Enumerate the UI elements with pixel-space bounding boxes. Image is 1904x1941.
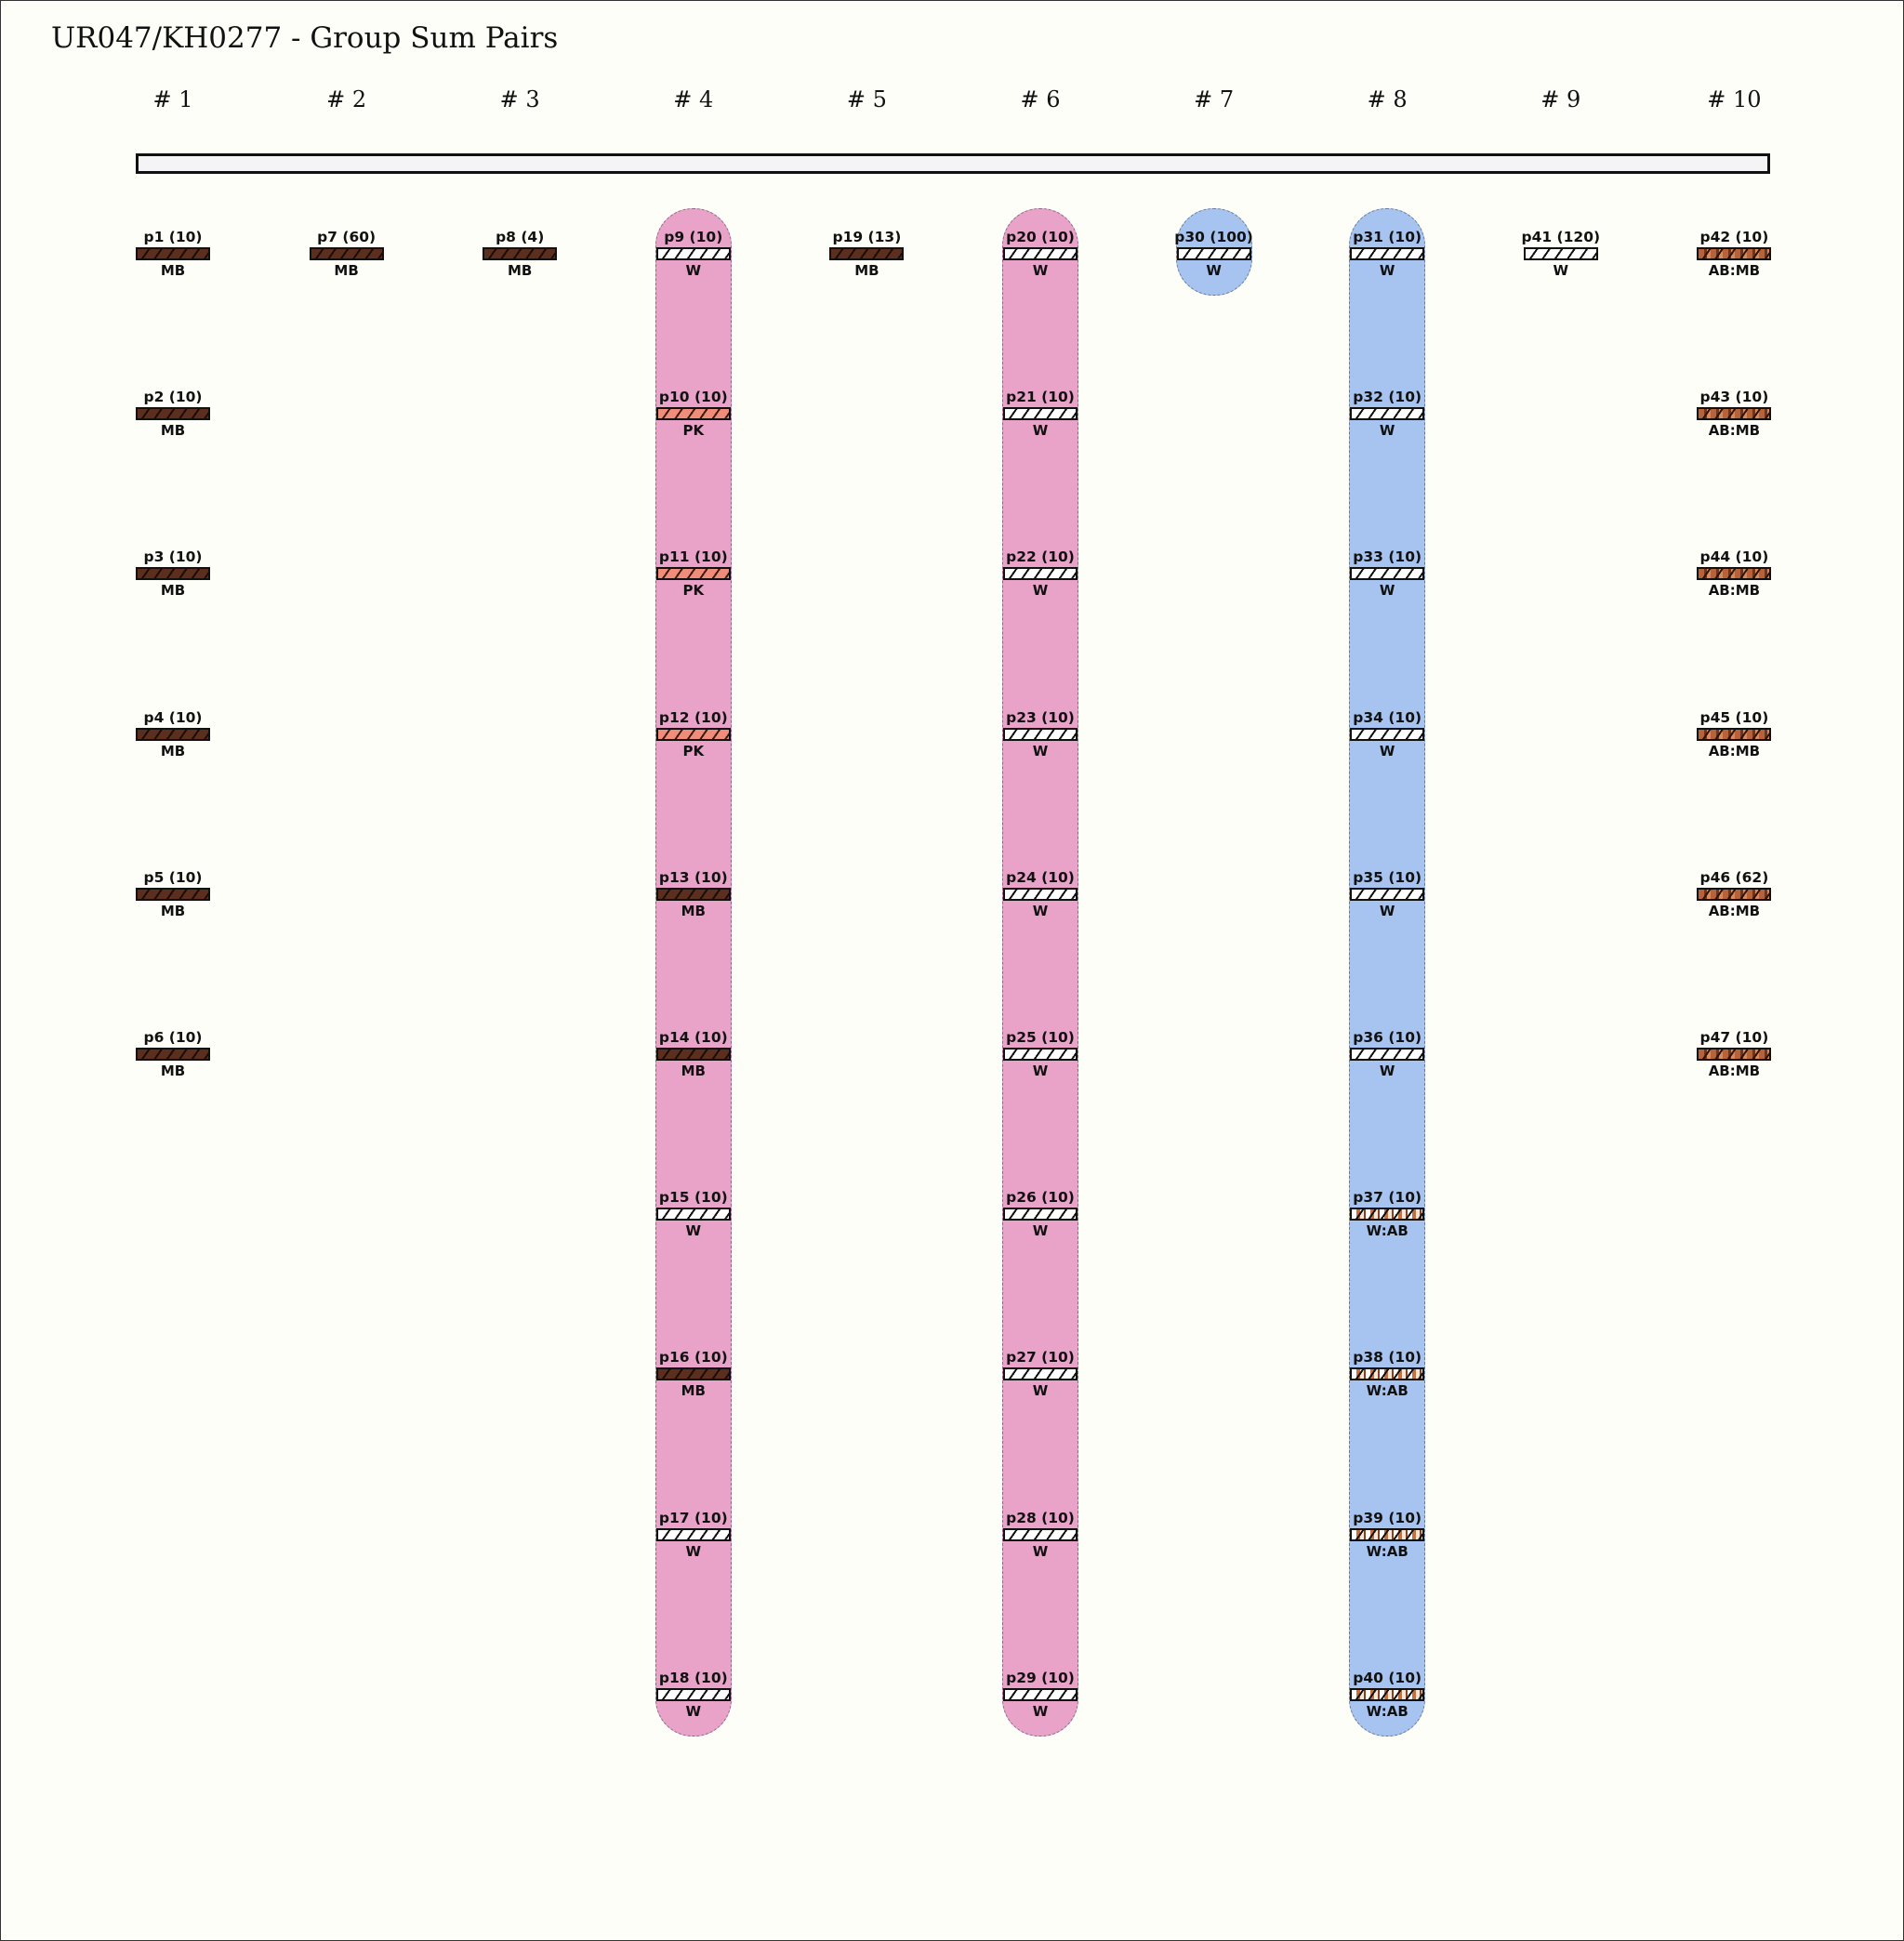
piece-label: p37 (10) [1353,1189,1422,1207]
piece-swatch [1003,247,1078,260]
piece-label: p11 (10) [658,548,728,566]
piece-code: MB [160,262,186,279]
piece-code: MB [681,1382,706,1400]
piece-label: p35 (10) [1353,868,1422,886]
piece-label: p47 (10) [1699,1029,1769,1046]
piece-code: PK [682,742,705,759]
piece-code: MB [160,902,186,919]
piece-label: p10 (10) [658,389,728,406]
piece-label: p25 (10) [1006,1029,1075,1046]
piece-swatch [1350,567,1424,580]
piece-label: p40 (10) [1353,1669,1422,1686]
column-header: # 3 [499,86,540,112]
piece-label: p26 (10) [1006,1189,1075,1207]
piece-label: p32 (10) [1353,389,1422,406]
piece-label: p36 (10) [1353,1029,1422,1046]
piece-label: p2 (10) [143,389,203,406]
piece-label: p8 (4) [496,229,545,245]
piece-code: MB [160,742,186,759]
piece-label: p16 (10) [658,1349,728,1367]
piece-label: p23 (10) [1006,708,1075,726]
piece-swatch [656,247,731,260]
piece-label: p6 (10) [143,1029,203,1046]
piece-swatch [1003,1208,1078,1221]
piece-label: p45 (10) [1699,708,1769,726]
piece-swatch [656,1367,731,1380]
piece-label: p42 (10) [1699,229,1769,245]
piece-swatch [656,1208,731,1221]
piece-swatch [656,1528,731,1541]
piece-code: MB [160,1063,186,1079]
piece-swatch [136,1048,210,1061]
piece-swatch [1350,1208,1424,1221]
piece-label: p5 (10) [143,868,203,886]
piece-label: p18 (10) [658,1669,728,1686]
piece-code: PK [682,582,705,600]
piece-code: W [1379,582,1395,600]
column-header: # 1 [152,86,193,112]
piece-label: p13 (10) [658,868,728,886]
piece-label: p19 (13) [832,229,902,245]
piece-swatch [1003,567,1078,580]
piece-label: p28 (10) [1006,1509,1075,1526]
piece-swatch [1350,247,1424,260]
column-header: # 4 [673,86,714,112]
piece-code: W:AB [1366,1382,1408,1400]
piece-swatch [1350,1048,1424,1061]
piece-swatch [1350,407,1424,420]
piece-code: W:AB [1366,1542,1408,1560]
piece-label: p44 (10) [1699,548,1769,566]
piece-code: PK [682,422,705,440]
piece-swatch [656,728,731,741]
piece-swatch [136,888,210,901]
piece-label: p12 (10) [658,708,728,726]
piece-swatch [656,1688,731,1701]
piece-code: AB:MB [1708,742,1761,759]
piece-swatch [1697,407,1771,420]
piece-swatch [1003,888,1078,901]
piece-swatch [310,247,384,260]
piece-swatch [1697,567,1771,580]
piece-code: MB [160,582,186,600]
piece-code: AB:MB [1708,262,1761,279]
piece-swatch [1177,247,1251,260]
piece-code: W [1032,1542,1049,1560]
piece-swatch [1350,1367,1424,1380]
piece-code: W [1032,422,1049,440]
piece-code: W [1379,742,1395,759]
piece-code: W [1032,742,1049,759]
piece-label: p9 (10) [664,229,723,245]
piece-swatch [1003,728,1078,741]
piece-swatch [1003,1688,1078,1701]
piece-swatch [1697,888,1771,901]
piece-swatch [1697,247,1771,260]
piece-code: MB [334,262,359,279]
piece-swatch [136,567,210,580]
piece-swatch [1350,1688,1424,1701]
piece-code: W [1032,1063,1049,1079]
piece-code: W [1032,582,1049,600]
column-header: # 10 [1707,86,1762,112]
piece-code: AB:MB [1708,582,1761,600]
piece-label: p39 (10) [1353,1509,1422,1526]
piece-swatch [656,567,731,580]
piece-label: p27 (10) [1006,1349,1075,1367]
piece-swatch [136,407,210,420]
piece-code: AB:MB [1708,902,1761,919]
piece-swatch [483,247,557,260]
piece-swatch [656,1048,731,1061]
piece-label: p7 (60) [317,229,377,245]
piece-code: MB [681,1063,706,1079]
piece-code: W [685,262,702,279]
piece-label: p21 (10) [1006,389,1075,406]
column-header: # 7 [1194,86,1235,112]
piece-label: p34 (10) [1353,708,1422,726]
piece-code: W [685,1702,702,1720]
piece-label: p22 (10) [1006,548,1075,566]
piece-swatch [1697,1048,1771,1061]
column-header: # 9 [1540,86,1581,112]
piece-swatch [1003,407,1078,420]
piece-label: p43 (10) [1699,389,1769,406]
piece-swatch [1350,888,1424,901]
piece-code: W [1032,1702,1049,1720]
column-header: # 6 [1020,86,1061,112]
piece-code: W [685,1222,702,1240]
piece-code: W:AB [1366,1222,1408,1240]
piece-label: p14 (10) [658,1029,728,1046]
piece-code: W:AB [1366,1702,1408,1720]
top-bar [136,153,1770,174]
piece-label: p46 (62) [1699,868,1769,886]
piece-label: p3 (10) [143,548,203,566]
piece-swatch [1003,1528,1078,1541]
piece-code: W [1379,422,1395,440]
piece-swatch [1003,1367,1078,1380]
page-title: UR047/KH0277 - Group Sum Pairs [51,21,559,55]
piece-code: W [1379,902,1395,919]
column-header: # 5 [846,86,887,112]
piece-code: AB:MB [1708,422,1761,440]
piece-label: p33 (10) [1353,548,1422,566]
piece-code: W [1553,262,1569,279]
piece-label: p1 (10) [143,229,203,245]
piece-label: p29 (10) [1006,1669,1075,1686]
column-header: # 8 [1367,86,1408,112]
piece-label: p17 (10) [658,1509,728,1526]
column-header: # 2 [326,86,367,112]
piece-swatch [1003,1048,1078,1061]
piece-code: AB:MB [1708,1063,1761,1079]
piece-code: MB [854,262,879,279]
piece-swatch [1524,247,1598,260]
piece-swatch [656,407,731,420]
piece-code: MB [160,422,186,440]
piece-code: W [1379,262,1395,279]
piece-code: MB [681,902,706,919]
piece-label: p38 (10) [1353,1349,1422,1367]
piece-code: MB [508,262,533,279]
piece-swatch [1350,1528,1424,1541]
piece-code: W [1032,1222,1049,1240]
piece-code: W [685,1542,702,1560]
piece-label: p15 (10) [658,1189,728,1207]
piece-swatch [136,247,210,260]
piece-label: p31 (10) [1353,229,1422,245]
piece-swatch [1350,728,1424,741]
piece-code: W [1032,902,1049,919]
piece-swatch [1697,728,1771,741]
piece-code: W [1379,1063,1395,1079]
piece-label: p20 (10) [1006,229,1075,245]
piece-code: W [1032,262,1049,279]
piece-label: p4 (10) [143,708,203,726]
piece-swatch [656,888,731,901]
piece-label: p30 (100) [1174,229,1253,245]
piece-label: p41 (120) [1521,229,1601,245]
piece-code: W [1206,262,1222,279]
piece-code: W [1032,1382,1049,1400]
piece-swatch [136,728,210,741]
piece-label: p24 (10) [1006,868,1075,886]
piece-swatch [829,247,904,260]
